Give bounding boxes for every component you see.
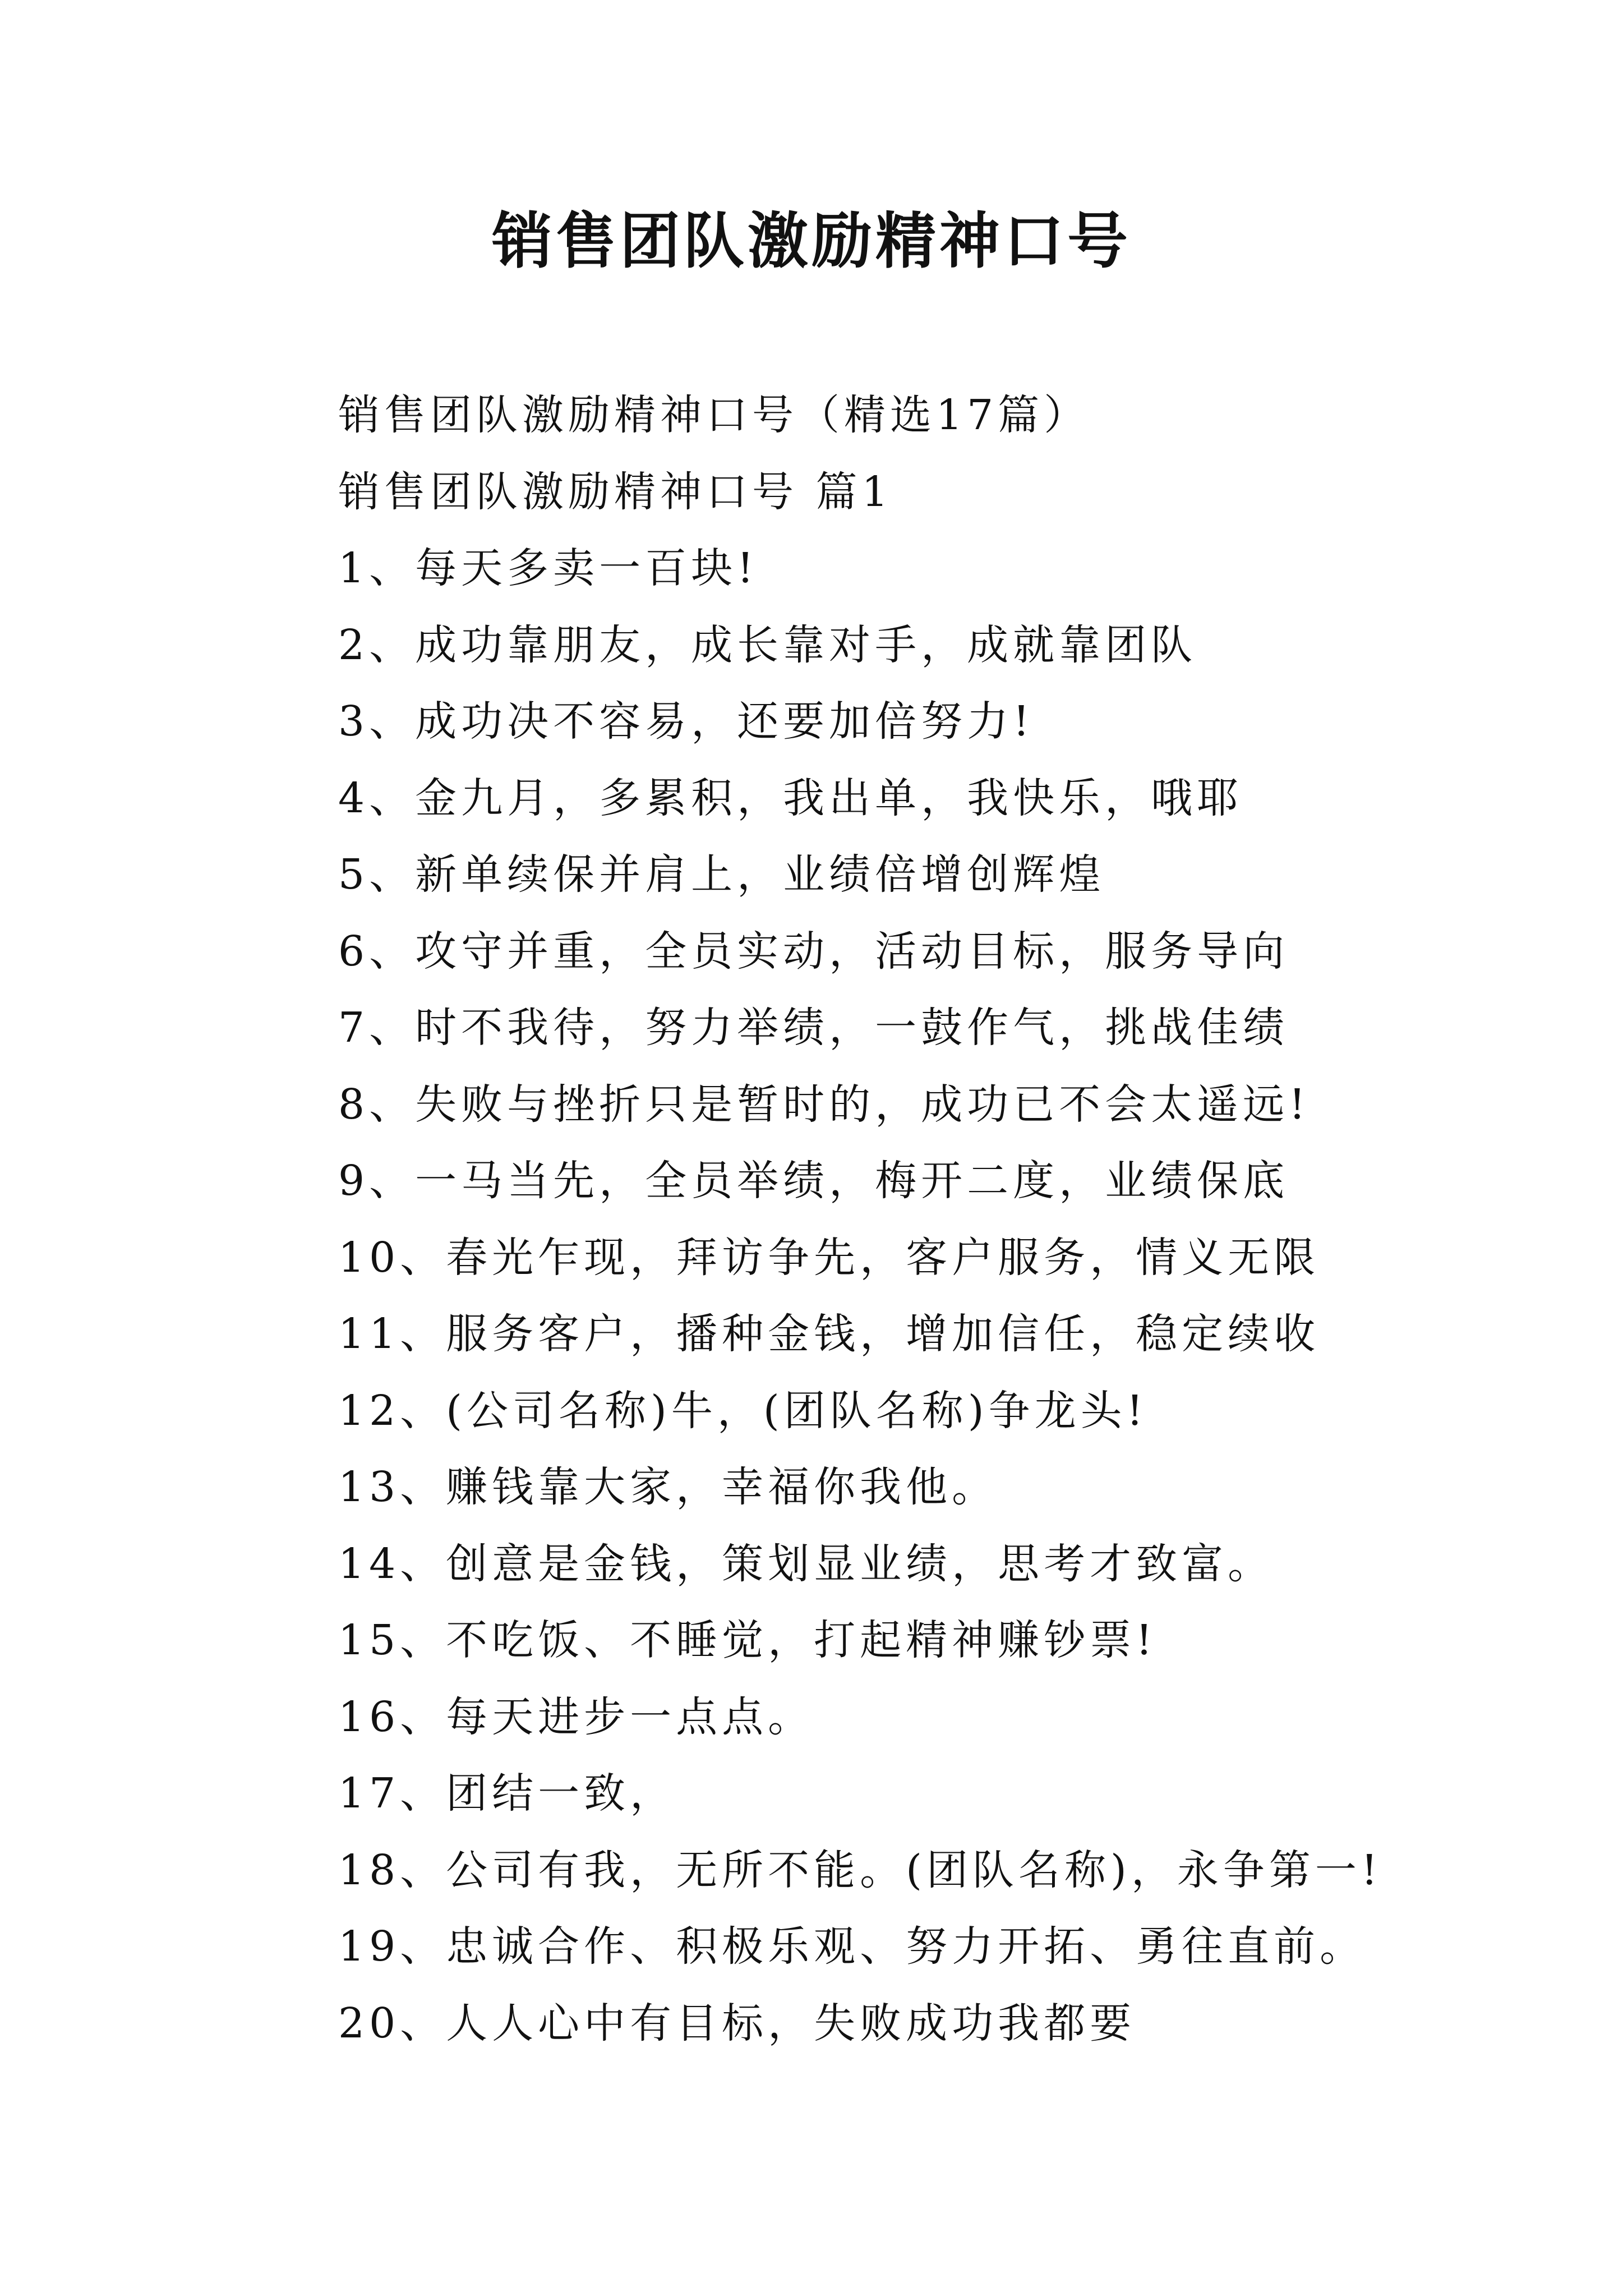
slogan-item: 7、时不我待，努力举绩，一鼓作气，挑战佳绩 xyxy=(338,1004,1289,1052)
slogan-item: 15、不吃饭、不睡觉，打起精神赚钞票! xyxy=(338,1616,1157,1664)
slogan-item: 17、团结一致， xyxy=(338,1769,676,1818)
slogan-item: 8、失败与挫折只是暂时的，成功已不会太遥远! xyxy=(338,1080,1310,1129)
document-body xyxy=(338,377,1516,2062)
slogan-item: 5、新单续保并肩上，业绩倍增创辉煌 xyxy=(338,850,1105,899)
slogan-item: 14、创意是金钱，策划显业绩，思考才致富。 xyxy=(338,1539,1274,1588)
slogan-item: 6、攻守并重，全员实动，活动目标，服务导向 xyxy=(338,927,1289,976)
slogan-item: 9、一马当先，全员举绩，梅开二度，业绩保底 xyxy=(338,1157,1289,1205)
slogan-item: 20、人人心中有目标，失败成功我都要 xyxy=(338,1999,1136,2047)
slogan-item: 2、成功靠朋友，成长靠对手，成就靠团队 xyxy=(338,620,1197,669)
slogan-item: 13、赚钱靠大家，幸福你我他。 xyxy=(338,1463,998,1511)
section-heading: 销售团队激励精神口号 篇1 xyxy=(338,467,893,516)
subtitle: 销售团队激励精神口号（精选17篇） xyxy=(338,391,1090,439)
slogan-item: 1、每天多卖一百块! xyxy=(338,544,758,592)
slogan-item: 12、(公司名称)牛，(团队名称)争龙头! xyxy=(338,1386,1148,1435)
slogan-item: 10、春光乍现，拜访争先，客户服务，情义无限 xyxy=(338,1233,1320,1282)
slogan-item: 3、成功决不容易，还要加倍努力! xyxy=(338,697,1034,746)
document-title: 销售团队激励精神口号 xyxy=(491,206,1131,277)
slogan-item: 19、忠诚合作、积极乐观、努力开拓、勇往直前。 xyxy=(338,1922,1366,1971)
slogan-item: 11、服务客户，播种金钱，增加信任，稳定续收 xyxy=(338,1310,1320,1358)
slogan-item: 4、金九月，多累积，我出单，我快乐，哦耶 xyxy=(338,774,1243,822)
slogan-item: 16、每天进步一点点。 xyxy=(338,1692,814,1741)
slogan-item: 18、公司有我，无所不能。(团队名称)，永争第一! xyxy=(338,1846,1382,1894)
